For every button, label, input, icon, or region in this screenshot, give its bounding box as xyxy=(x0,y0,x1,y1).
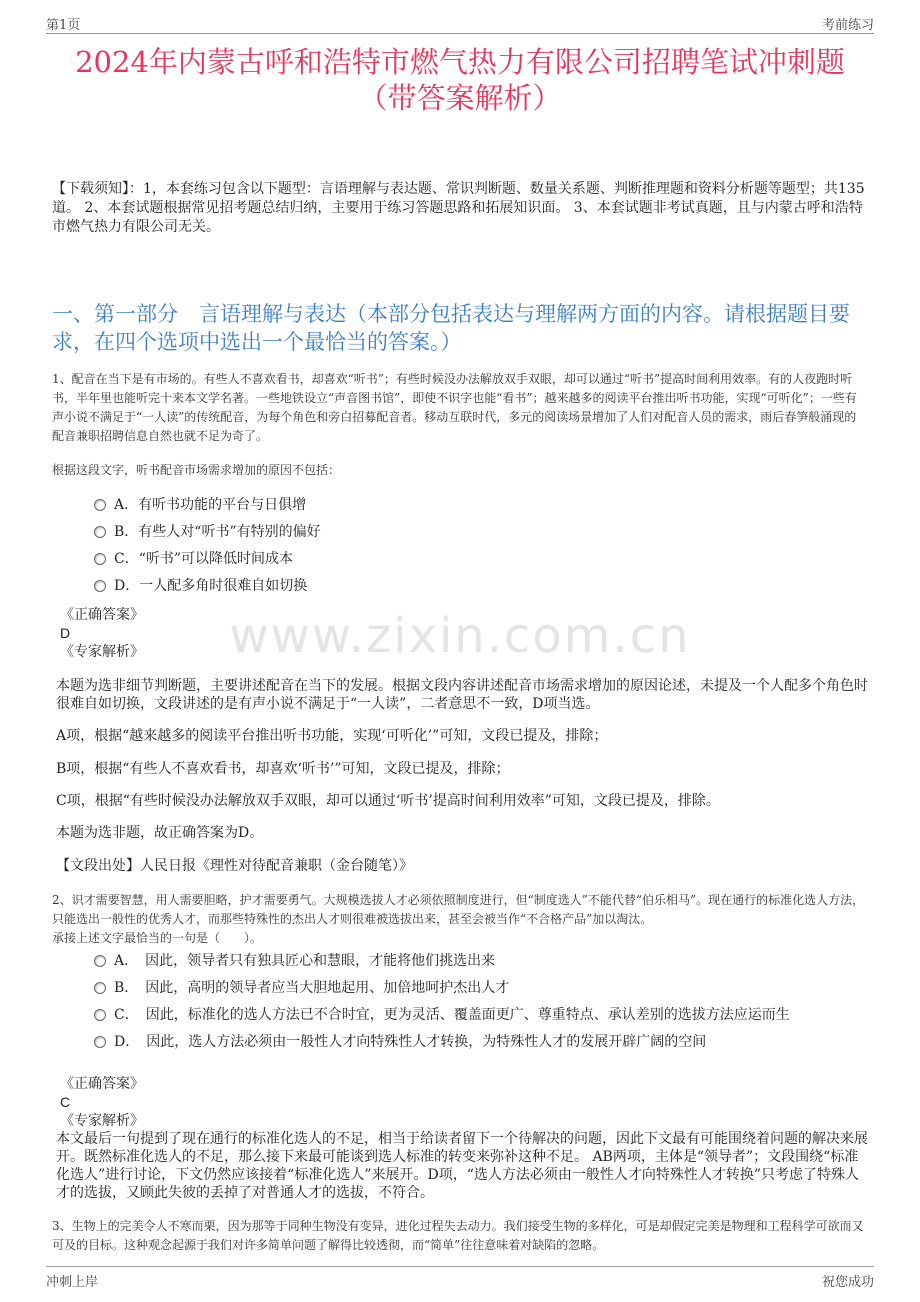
watermark: www.zixin.com.cn xyxy=(229,608,691,664)
radio-icon[interactable] xyxy=(94,580,106,592)
q1-analysis-2: A项，根据“越来越多的阅读平台推出听书功能，实现‘可听化’”可知，文段已提及，排除； xyxy=(56,728,608,744)
q2-option-d[interactable]: D． 因此，选人方法必须由一般性人才向特殊性人才转换，为特殊性人才的发展开辟广阔的空间 xyxy=(94,1033,706,1051)
radio-icon[interactable] xyxy=(94,982,106,994)
section-heading: 一、第一部分 言语理解与表达（本部分包括表达与理解两方面的内容。请根据题目要求，在四个选项中选出一个最恰当的答案。） xyxy=(52,302,850,354)
q1-answer-label: 《正确答案》 xyxy=(60,607,144,623)
title-line-1: 2024年内蒙古呼和浩特市燃气热力有限公司招聘笔试冲刺题 xyxy=(75,45,845,79)
q1-passage: 1、配音在当下是有市场的。有些人不喜欢看书，却喜欢“听书”；有些时候没办法解放双手双眼，却可以通过“听书”提高时间利用效率。有的人夜跑时听书，半年里也能听完十来本文学名著。一些地铁设立“声音图书馆”，即使不识字也能“看书”；越来越多的阅读平台推出听书功能，实现“可听化”；一些有声小说不满足于“一人读”的传统配音，为每个角色和旁白招募配音者。移动互联时代，多元的阅读场景增加了人们对配音人员的需求，雨后春笋般涌现的配音兼职招聘信息自然也就不足为奇了。 xyxy=(52,372,857,443)
radio-icon[interactable] xyxy=(94,526,106,538)
radio-icon[interactable] xyxy=(94,499,106,511)
q1-option-b[interactable]: B．有些人对“听书”有特别的偏好 xyxy=(94,523,321,541)
document-title xyxy=(40,44,880,116)
q2-question: 承接上述文字最恰当的一句是（ ）。 xyxy=(52,931,263,945)
q1-source: 【文段出处】人民日报《理性对待配音兼职（金台随笔）》 xyxy=(56,858,413,874)
q2-answer-label: 《正确答案》 xyxy=(60,1076,144,1092)
footer-left: 冲刺上岸 xyxy=(46,1275,99,1290)
radio-icon[interactable] xyxy=(94,553,106,565)
q2-option-a[interactable]: A． 因此，领导者只有独具匠心和慧眼，才能将他们挑选出来 xyxy=(94,952,495,970)
q1-question: 根据这段文字，听书配音市场需求增加的原因不包括： xyxy=(52,463,341,477)
q2-answer: C xyxy=(60,1094,71,1110)
q1-analysis-5: 本题为选非题，故正确答案为D。 xyxy=(56,825,264,841)
q2-passage: 2、识才需要智慧，用人需要胆略，护才需要勇气。大规模选拔人才必须依照制度进行，但“制度选人”不能代替“伯乐相马”。现在通行的标准化选人方法，只能选出一般性的优秀人才，而那些特殊性的杰出人才则很难被选拔出来，甚至会被当作“不合格产品”加以淘汰。 xyxy=(52,893,865,926)
title-line-2: （带答案解析） xyxy=(358,81,562,115)
q3-passage: 3、生物上的完美令人不寒而栗，因为那等于同种生物没有变异，进化过程失去动力。我们接受生物的多样化，可是却假定完美是物理和工程科学可欲而又可及的目标。这种观念起源于我们对许多简单问题了解得比较透彻，而“简单”往往意味着对缺陷的忽略。 xyxy=(52,1219,864,1252)
header-tag: 考前练习 xyxy=(821,18,874,33)
footer-right: 祝您成功 xyxy=(821,1275,874,1290)
q1-analysis-label: 《专家解析》 xyxy=(60,644,144,660)
q2-option-c[interactable]: C． 因此，标准化的选人方法已不合时宜，更为灵活、覆盖面更广、尊重特点、承认差别的选拔方法应运而生 xyxy=(94,1006,790,1024)
q1-analysis-3: B项，根据“有些人不喜欢看书，却喜欢‘听书’”可知，文段已提及，排除； xyxy=(56,761,510,777)
radio-icon[interactable] xyxy=(94,1036,106,1048)
q1-option-a[interactable]: A．有听书功能的平台与日俱增 xyxy=(94,496,306,514)
page-number: 第1页 xyxy=(46,18,81,33)
radio-icon[interactable] xyxy=(94,955,106,967)
radio-icon[interactable] xyxy=(94,1009,106,1021)
download-notice: 【下载须知】：1，本套练习包含以下题型：言语理解与表达题、常识判断题、数量关系题、判断推理题和资料分析题等题型；共135道。 2、本套试题根据常见招考题总结归纳，主要用于练习答题思路和拓展知识面。 3、本套试题非考试真题，且与内蒙古呼和浩特市燃气热力有限公司无关。 xyxy=(52,181,865,235)
footer-divider xyxy=(46,1266,874,1267)
q2-option-b[interactable]: B． 因此，高明的领导者应当大胆地起用、加倍地呵护杰出人才 xyxy=(94,979,509,997)
q1-analysis-1: 本题为选非细节判断题，主要讲述配音在当下的发展。根据文段内容讲述配音市场需求增加的原因论述，未提及一个人配多个角色时很难自如切换，文段讲述的是有声小说不满足于“一人读”，二者意思不一致，D项当选。 xyxy=(56,678,868,712)
header-divider xyxy=(46,33,874,34)
q1-option-c[interactable]: C．“听书”可以降低时间成本 xyxy=(94,550,293,568)
q2-analysis: 本文最后一句提到了现在通行的标准化选人的不足，相当于给读者留下一个待解决的问题，因此下文最有可能围绕着问题的解决来展开。既然标准化选人的不足，那么接下来最可能谈到选人标准的转变来弥补这种不足。 AB两项，主体是“领导者”；文段围绕“标准化选人”进行讨论，下文仍然应该接着“标准化选人”来展开。D项，“选人方法必须由一般性人才向特殊性人才转换”只考虑了特殊人才的选拔，又顾此失彼的丢掉了对普通人才的选拔，不符合。 xyxy=(56,1131,868,1201)
q1-analysis-4: C项，根据“有些时候没办法解放双手双眼，却可以通过‘听书’提高时间利用效率”可知，文段已提及，排除。 xyxy=(56,793,720,809)
q1-answer: D xyxy=(60,625,71,641)
q1-option-d[interactable]: D．一人配多角时很难自如切换 xyxy=(94,577,307,595)
q2-analysis-label: 《专家解析》 xyxy=(60,1113,144,1129)
